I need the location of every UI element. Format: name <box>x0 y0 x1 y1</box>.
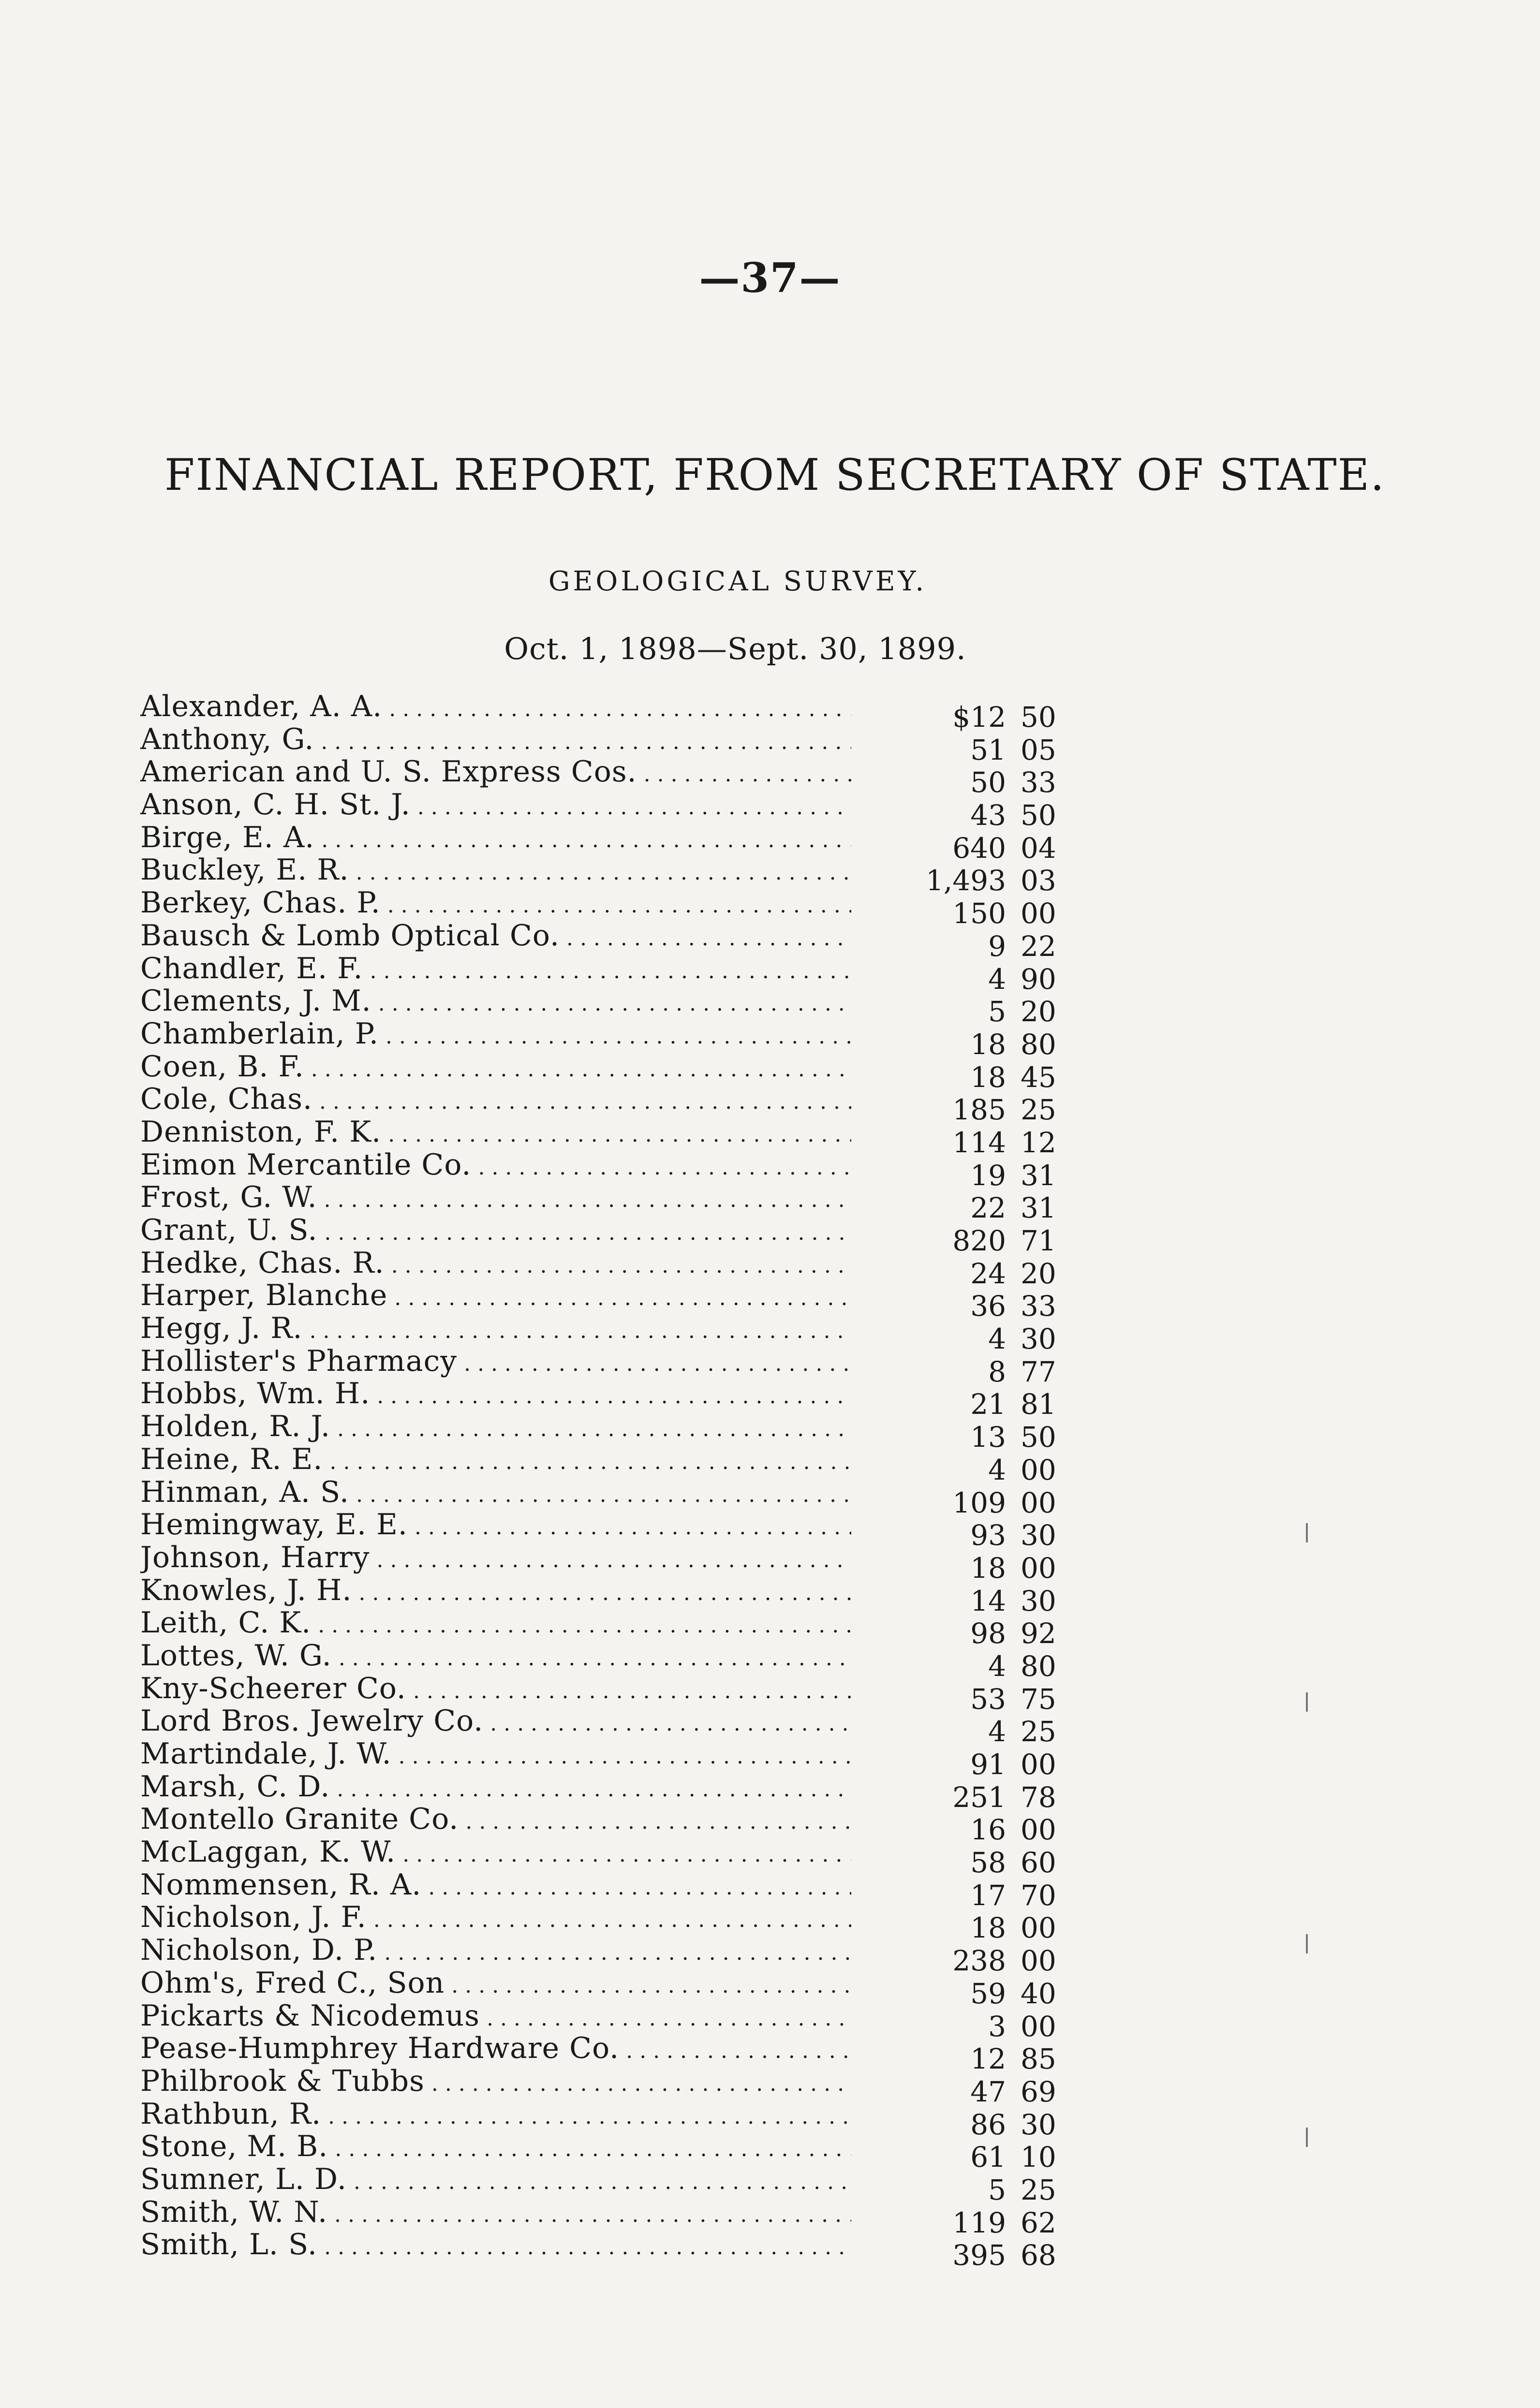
amount-dollars: 36 <box>970 1290 1006 1323</box>
amount-dollars: 12 <box>970 2042 1006 2076</box>
payee-name: Johnson, Harry . . . <box>140 1542 851 1574</box>
amount-dollars: 4 <box>988 1453 1006 1486</box>
scan-mark <box>1306 1692 1308 1712</box>
payee-name: Denniston, F. K. . . . <box>140 1116 851 1149</box>
amount-dollars: 4 <box>988 1649 1006 1683</box>
amount-dollars: 19 <box>970 1159 1006 1192</box>
payee-name: Hollister's Pharmacy . . . <box>140 1345 851 1378</box>
amount-cents: 03 <box>1021 864 1056 897</box>
amount-dollars: 17 <box>970 1879 1006 1912</box>
amount-cents: 25 <box>1021 1093 1056 1127</box>
amount-cents: 70 <box>1021 1879 1056 1912</box>
payee-name: Kny-Scheerer Co. . . . <box>140 1673 851 1705</box>
payee-name: Hemingway, E. E. . . . <box>140 1509 851 1542</box>
ledger-row <box>140 1116 1088 1159</box>
amount-dollars: 640 <box>952 831 1006 865</box>
ledger-row <box>140 1803 1088 1847</box>
amount-cents: 85 <box>1021 2042 1056 2076</box>
ledger-table <box>140 690 1088 2272</box>
ledger-row <box>140 756 1088 799</box>
ledger-row <box>140 1443 1088 1486</box>
amount-cents: 69 <box>1021 2075 1056 2108</box>
payee-name: Bausch & Lomb Optical Co. . . . <box>140 920 851 953</box>
amount-dollars: 50 <box>970 766 1006 799</box>
amount-cents: 50 <box>1021 799 1056 832</box>
ledger-row <box>140 1672 1088 1716</box>
amount-cents: 33 <box>1021 766 1056 799</box>
payee-name: Knowles, J. H. . . . <box>140 1574 851 1607</box>
ledger-row <box>140 1214 1088 1257</box>
ledger-row <box>140 2229 1088 2272</box>
amount-cents: 40 <box>1021 1977 1056 2010</box>
ledger-row <box>140 1476 1088 1519</box>
amount-dollars: 3 <box>988 2010 1006 2043</box>
amount-dollars: $12 <box>952 701 1006 734</box>
amount-dollars: 18 <box>970 1911 1006 1945</box>
ledger-row <box>140 919 1088 963</box>
amount-dollars: 61 <box>970 2141 1006 2174</box>
amount-cents: 92 <box>1021 1617 1056 1650</box>
amount-cents: 00 <box>1021 1944 1056 1978</box>
amount-cents: 00 <box>1021 1813 1056 1847</box>
amount-cents: 45 <box>1021 1060 1056 1094</box>
amount-dollars: 18 <box>970 1060 1006 1094</box>
amount-dollars: 22 <box>970 1191 1006 1225</box>
payee-name: Smith, W. N. . . . <box>140 2196 851 2229</box>
amount-cents: 30 <box>1021 1584 1056 1617</box>
ledger-row <box>140 1738 1088 1781</box>
amount-cents: 31 <box>1021 1191 1056 1225</box>
amount-dollars: 16 <box>970 1813 1006 1847</box>
ledger-row <box>140 1410 1088 1454</box>
amount-dollars: 18 <box>970 1028 1006 1061</box>
ledger-row <box>140 1017 1088 1061</box>
amount-dollars: 4 <box>988 1715 1006 1748</box>
amount-dollars: 59 <box>970 1977 1006 2010</box>
scan-mark <box>1306 2128 1308 2147</box>
payee-name: Hinman, A. S. . . . <box>140 1476 851 1509</box>
amount-dollars: 58 <box>970 1846 1006 1879</box>
ledger-row <box>140 2196 1088 2239</box>
payee-name: Alexander, A. A. . . . <box>140 690 851 723</box>
ledger-row <box>140 1868 1088 1912</box>
ledger-row <box>140 1705 1088 1748</box>
amount-cents: 00 <box>1021 1551 1056 1585</box>
ledger-row <box>140 2065 1088 2108</box>
amount-dollars: 150 <box>952 897 1006 930</box>
amount-dollars: 8 <box>988 1355 1006 1388</box>
amount-dollars: 4 <box>988 1322 1006 1356</box>
ledger-row <box>140 1148 1088 1192</box>
amount-dollars: 9 <box>988 929 1006 963</box>
payee-name: Berkey, Chas. P. . . . <box>140 887 851 920</box>
payee-name: Cole, Chas. . . . <box>140 1083 851 1116</box>
amount-dollars: 91 <box>970 1748 1006 1781</box>
ledger-row <box>140 1312 1088 1356</box>
ledger-row <box>140 1836 1088 1879</box>
ledger-row <box>140 1541 1088 1585</box>
ledger-row <box>140 1607 1088 1650</box>
scan-mark <box>1306 1934 1308 1953</box>
amount-cents: 12 <box>1021 1126 1056 1159</box>
amount-cents: 90 <box>1021 962 1056 996</box>
amount-cents: 60 <box>1021 1846 1056 1879</box>
amount-cents: 00 <box>1021 1911 1056 1945</box>
ledger-row <box>140 690 1088 734</box>
amount-dollars: 93 <box>970 1519 1006 1552</box>
amount-dollars: 86 <box>970 2108 1006 2141</box>
amount-dollars: 395 <box>952 2239 1006 2272</box>
amount-cents: 25 <box>1021 2173 1056 2206</box>
amount-dollars: 238 <box>952 1944 1006 1978</box>
payee-name: Anson, C. H. St. J. . . . <box>140 789 851 822</box>
amount-cents: 05 <box>1021 733 1056 766</box>
payee-name: Ohm's, Fred C., Son . . . <box>140 1967 851 2000</box>
ledger-row <box>140 887 1088 930</box>
payee-name: Nicholson, J. F. . . . <box>140 1901 851 1934</box>
payee-name: Hobbs, Wm. H. . . . <box>140 1378 851 1410</box>
payee-name: Stone, M. B. . . . <box>140 2130 851 2163</box>
ledger-row <box>140 2130 1088 2174</box>
ledger-row <box>140 1770 1088 1814</box>
amount-cents: 77 <box>1021 1355 1056 1388</box>
payee-name: Chandler, E. F. . . . <box>140 953 851 985</box>
ledger-row <box>140 1934 1088 1978</box>
payee-name: Montello Granite Co. . . . <box>140 1803 851 1836</box>
amount-cents: 80 <box>1021 1028 1056 1061</box>
ledger-row <box>140 1181 1088 1225</box>
amount-cents: 20 <box>1021 1257 1056 1290</box>
amount-cents: 10 <box>1021 2141 1056 2174</box>
page-number: —37— <box>699 254 841 302</box>
amount-cents: 62 <box>1021 2206 1056 2239</box>
amount-cents: 00 <box>1021 897 1056 930</box>
ledger-row <box>140 985 1088 1028</box>
ledger-row <box>140 821 1088 865</box>
amount-dollars: 820 <box>952 1224 1006 1257</box>
amount-dollars: 18 <box>970 1551 1006 1585</box>
payee-name: Lord Bros. Jewelry Co. . . . <box>140 1705 851 1738</box>
payee-name: American and U. S. Express Cos. . . . <box>140 756 851 789</box>
payee-name: Anthony, G. . . . <box>140 723 851 756</box>
ledger-row <box>140 1509 1088 1552</box>
amount-cents: 50 <box>1021 701 1056 734</box>
ledger-row <box>140 2163 1088 2206</box>
ledger-row <box>140 2032 1088 2076</box>
amount-dollars: 5 <box>988 2173 1006 2206</box>
amount-cents: 20 <box>1021 995 1056 1028</box>
payee-name: McLaggan, K. W. . . . <box>140 1836 851 1869</box>
amount-dollars: 47 <box>970 2075 1006 2108</box>
amount-dollars: 4 <box>988 962 1006 996</box>
amount-cents: 78 <box>1021 1780 1056 1814</box>
amount-cents: 22 <box>1021 929 1056 963</box>
payee-name: Rathbun, R. . . . <box>140 2098 851 2131</box>
payee-name: Frost, G. W. . . . <box>140 1181 851 1214</box>
amount-cents: 30 <box>1021 2108 1056 2141</box>
amount-dollars: 185 <box>952 1093 1006 1127</box>
payee-name: Buckley, E. R. . . . <box>140 854 851 887</box>
payee-name: Heine, R. E. . . . <box>140 1443 851 1476</box>
ledger-row <box>140 854 1088 897</box>
payee-name: Sumner, L. D. . . . <box>140 2163 851 2196</box>
amount-dollars: 119 <box>952 2206 1006 2239</box>
ledger-row <box>140 952 1088 996</box>
report-title: FINANCIAL REPORT, FROM SECRETARY OF STATE. <box>164 450 1385 500</box>
payee-name: Pickarts & Nicodemus . . . <box>140 2000 851 2033</box>
ledger-row <box>140 1574 1088 1617</box>
amount-cents: 30 <box>1021 1322 1056 1356</box>
amount-cents: 71 <box>1021 1224 1056 1257</box>
amount-dollars: 251 <box>952 1780 1006 1814</box>
amount-dollars: 98 <box>970 1617 1006 1650</box>
section-title: GEOLOGICAL SURVEY. <box>548 566 927 597</box>
ledger-row <box>140 1967 1088 2010</box>
ledger-row <box>140 1378 1088 1421</box>
ledger-row <box>140 1083 1088 1127</box>
ledger-row <box>140 1901 1088 1945</box>
payee-name: Marsh, C. D. . . . <box>140 1771 851 1804</box>
amount-dollars: 13 <box>970 1421 1006 1454</box>
ledger-row <box>140 1639 1088 1683</box>
payee-name: Pease-Humphrey Hardware Co. . . . <box>140 2032 851 2065</box>
amount-dollars: 5 <box>988 995 1006 1028</box>
amount-cents: 33 <box>1021 1290 1056 1323</box>
amount-dollars: 21 <box>970 1388 1006 1421</box>
payee-name: Grant, U. S. . . . <box>140 1214 851 1247</box>
payee-name: Chamberlain, P. . . . <box>140 1018 851 1051</box>
payee-name: Coen, B. F. . . . <box>140 1051 851 1084</box>
scan-mark <box>1306 1523 1308 1542</box>
amount-dollars: 109 <box>952 1486 1006 1519</box>
ledger-row <box>140 1050 1088 1094</box>
amount-cents: 00 <box>1021 1486 1056 1519</box>
amount-dollars: 43 <box>970 799 1006 832</box>
payee-name: Philbrook & Tubbs . . . <box>140 2065 851 2098</box>
amount-cents: 00 <box>1021 2010 1056 2043</box>
amount-dollars: 53 <box>970 1682 1006 1716</box>
ledger-row <box>140 789 1088 832</box>
payee-name: Lottes, W. G. . . . <box>140 1640 851 1673</box>
amount-dollars: 114 <box>952 1126 1006 1159</box>
ledger-row <box>140 1247 1088 1290</box>
amount-cents: 81 <box>1021 1388 1056 1421</box>
amount-dollars: 14 <box>970 1584 1006 1617</box>
amount-cents: 30 <box>1021 1519 1056 1552</box>
date-range: Oct. 1, 1898—Sept. 30, 1899. <box>504 631 966 666</box>
amount-dollars: 1,493 <box>925 864 1006 897</box>
payee-name: Leith, C. K. . . . <box>140 1607 851 1640</box>
amount-cents: 50 <box>1021 1421 1056 1454</box>
ledger-row <box>140 1999 1088 2043</box>
amount-cents: 68 <box>1021 2239 1056 2272</box>
payee-name: Harper, Blanche . . . <box>140 1279 851 1312</box>
ledger-row <box>140 723 1088 766</box>
payee-name: Nommensen, R. A. . . . <box>140 1869 851 1902</box>
payee-name: Birge, E. A. . . . <box>140 822 851 854</box>
amount-cents: 75 <box>1021 1682 1056 1716</box>
amount-cents: 04 <box>1021 831 1056 865</box>
amount-cents: 25 <box>1021 1715 1056 1748</box>
payee-name: Clements, J. M. . . . <box>140 985 851 1018</box>
payee-name: Eimon Mercantile Co. . . . <box>140 1149 851 1182</box>
amount-cents: 00 <box>1021 1748 1056 1781</box>
payee-name: Hegg, J. R. . . . <box>140 1312 851 1345</box>
payee-name: Holden, R. J. . . . <box>140 1410 851 1443</box>
amount-cents: 00 <box>1021 1453 1056 1486</box>
amount-dollars: 51 <box>970 733 1006 766</box>
amount-cents: 31 <box>1021 1159 1056 1192</box>
amount-dollars: 24 <box>970 1257 1006 1290</box>
payee-name: Hedke, Chas. R. . . . <box>140 1247 851 1280</box>
payee-name: Nicholson, D. P. . . . <box>140 1934 851 1967</box>
amount-cents: 80 <box>1021 1649 1056 1683</box>
payee-name: Smith, L. S. . . . <box>140 2229 851 2261</box>
ledger-row <box>140 1345 1088 1388</box>
ledger-row <box>140 1279 1088 1323</box>
payee-name: Martindale, J. W. . . . <box>140 1738 851 1771</box>
ledger-row <box>140 2098 1088 2141</box>
